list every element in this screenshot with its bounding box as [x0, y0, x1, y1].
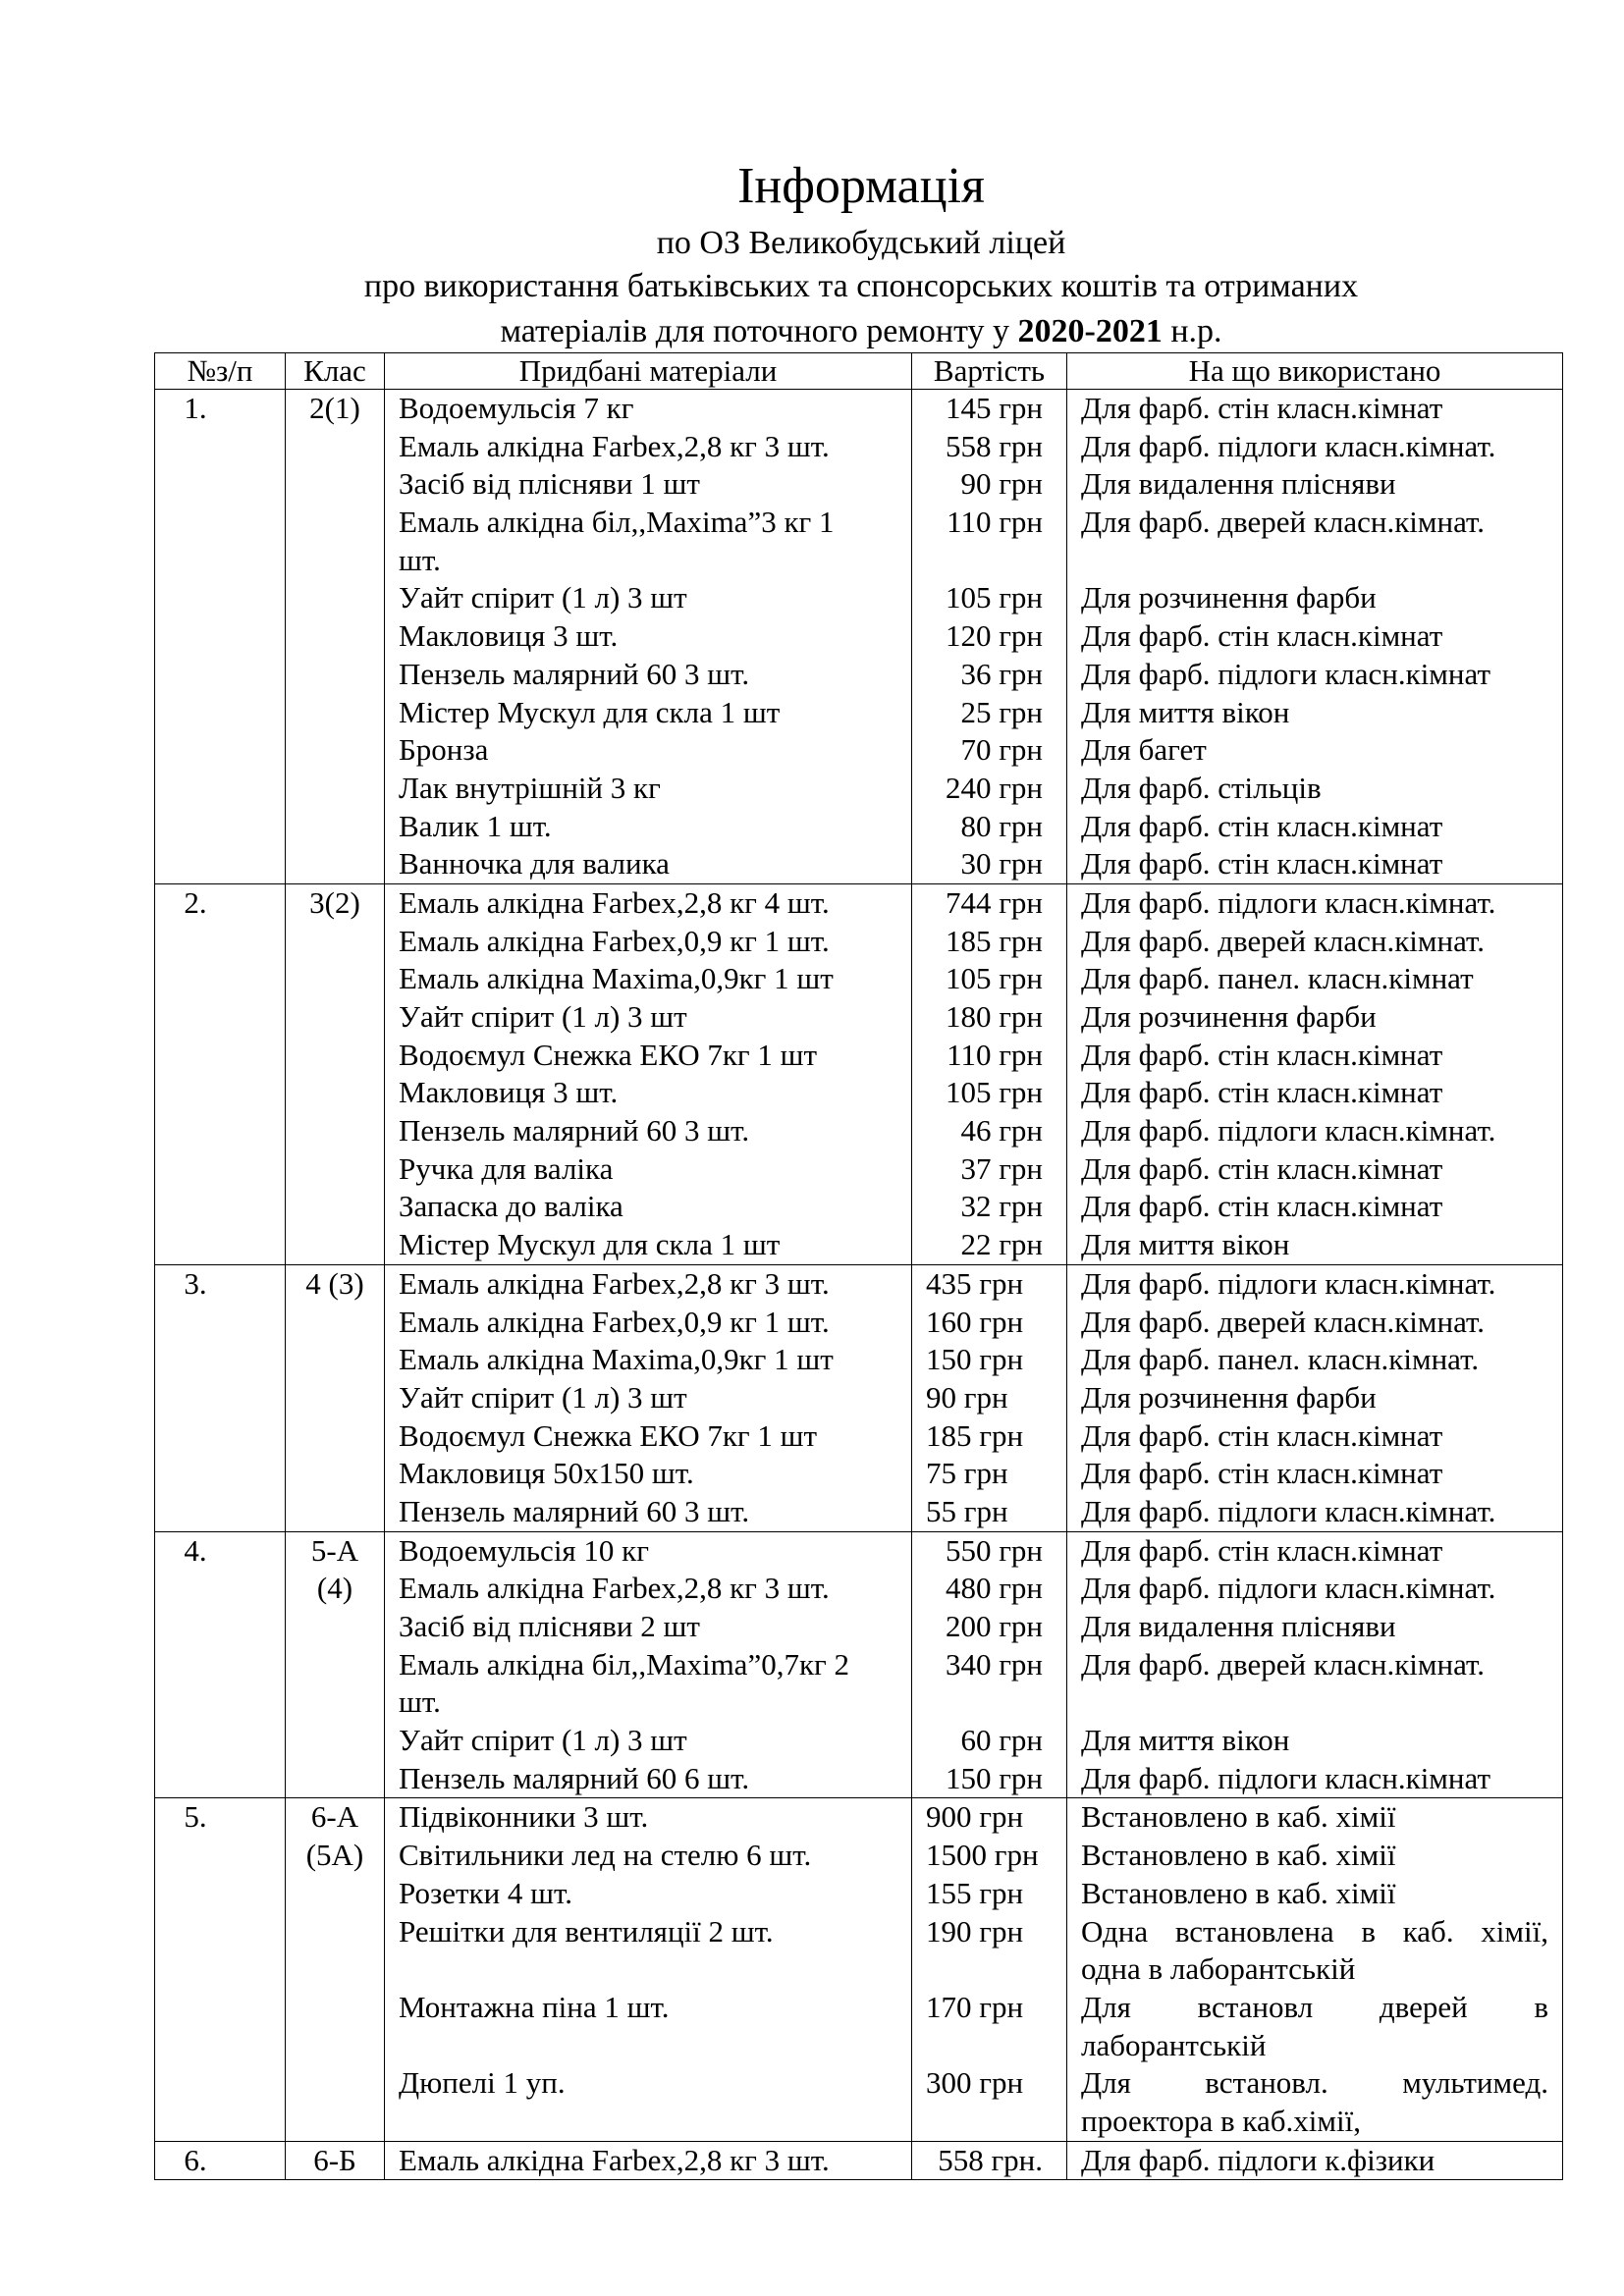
row-number: 6.	[184, 2142, 207, 2177]
row-number-cell	[155, 883, 286, 1264]
material-item: Емаль алкідна Farbex,2,8 кг 4 шт.	[399, 884, 830, 920]
subtitle-line-3-text: матеріалів для поточного ремонту у	[500, 313, 1018, 349]
cost-value: 200 грн	[945, 1609, 1043, 1643]
material-item: Уайт спірит (1 л) 3 шт	[399, 1379, 687, 1415]
usage-text: Для фарб. підлоги класн.кімнат	[1081, 656, 1491, 691]
cost-value	[912, 2027, 1066, 2065]
usage-text: Для розчинення фарби	[1081, 999, 1377, 1034]
cost-cell	[912, 883, 1067, 1264]
usage-text: Для фарб. панел. класн.кімнат.	[1081, 1342, 1480, 1377]
usage-text: Для миття вікон	[1081, 1723, 1290, 1758]
class-cell	[286, 1531, 385, 1798]
class-cell	[286, 1798, 385, 2141]
usage-text: Для фарб. підлоги класн.кімнат.	[1081, 1113, 1496, 1148]
cost-value: 22 грн	[960, 1227, 1043, 1262]
materials-cell	[385, 390, 912, 884]
class-label: 6-Б	[313, 2142, 356, 2177]
cost-value: 160 грн	[926, 1304, 1024, 1339]
materials-cell	[385, 883, 912, 1264]
cost-value: 110 грн	[947, 505, 1043, 540]
usage-text: Для фарб. підлоги класн.кімнат.	[1081, 428, 1496, 463]
material-item: шт.	[399, 542, 441, 577]
material-item: Світильники лед на стелю 6 шт.	[399, 1838, 812, 1873]
class-cell	[286, 390, 385, 884]
class-cell	[286, 883, 385, 1264]
col-header-num: №з/п	[155, 353, 286, 390]
material-item: Водоемульсія 7 кг	[399, 391, 634, 425]
material-item: Емаль алкідна Farbex,2,8 кг 3 шт.	[399, 2142, 830, 2177]
cost-value: 145 грн	[945, 391, 1043, 425]
usage-text: Для фарб. стін класн.кімнат	[1081, 1150, 1443, 1186]
usage-cell	[1067, 2141, 1563, 2180]
material-item	[385, 2027, 911, 2065]
material-item: Решітки для вентиляції 2 шт.	[399, 1913, 774, 1949]
usage-text	[1067, 542, 1562, 580]
material-item: Пензель малярний 60 3 шт.	[399, 656, 750, 691]
col-header-materials: Придбані матеріали	[385, 353, 912, 390]
cost-value: 37 грн	[960, 1150, 1043, 1186]
material-item	[385, 2103, 911, 2141]
cost-value: 550 грн	[945, 1532, 1043, 1568]
material-item: Розетки 4 шт.	[399, 1875, 573, 1910]
usage-text: лаборантській	[1081, 2027, 1267, 2062]
cost-value: 558 грн.	[938, 2142, 1043, 2177]
table-row	[155, 1798, 1563, 2141]
subtitle-line-3-suffix: н.р.	[1162, 313, 1222, 349]
usage-cell	[1067, 390, 1563, 884]
materials-cell	[385, 1798, 912, 2141]
usage-text: Для фарб. стін класн.кімнат	[1081, 1456, 1443, 1491]
cost-value	[912, 542, 1066, 580]
materials-cell	[385, 1264, 912, 1531]
cost-value	[912, 1683, 1066, 1722]
usage-text: Для фарб. стін класн.кімнат	[1081, 1075, 1443, 1110]
material-item: Містер Мускул для скла 1 шт	[399, 694, 781, 729]
material-item: Макловиця 3 шт.	[399, 618, 619, 654]
usage-text: одна в лаборантській	[1081, 1951, 1356, 1987]
usage-text: Для фарб. підлоги класн.кімнат.	[1081, 1493, 1496, 1528]
cost-value: 105 грн	[945, 580, 1043, 615]
usage-cell	[1067, 1531, 1563, 1798]
material-item: Уайт спірит (1 л) 3 шт	[399, 580, 687, 615]
cost-value: 435 грн	[926, 1265, 1024, 1301]
table-row	[155, 2141, 1563, 2180]
usage-text	[1067, 1683, 1562, 1722]
cost-value: 150 грн	[926, 1342, 1024, 1377]
class-cell	[286, 2141, 385, 2180]
subtitle-line-3	[0, 312, 1624, 351]
row-number: 4.	[184, 1532, 207, 1568]
row-number-cell	[155, 1798, 286, 2141]
expenses-table	[154, 352, 1563, 2180]
usage-text: Для багет	[1081, 732, 1207, 768]
usage-text: Для миття вікон	[1081, 1227, 1290, 1262]
row-number-cell	[155, 390, 286, 884]
cost-value: 300 грн	[926, 2065, 1024, 2101]
class-label: 5-А	[310, 1532, 359, 1568]
material-item: Містер Мускул для скла 1 шт	[399, 1227, 781, 1262]
row-number-cell	[155, 1531, 286, 1798]
cost-value: 60 грн	[960, 1723, 1043, 1758]
col-header-class: Клас	[286, 353, 385, 390]
usage-text: Для фарб. підлоги к.фізики	[1081, 2142, 1435, 2177]
usage-text: Встановлено в каб. хімії	[1081, 1799, 1396, 1835]
materials-cell	[385, 2141, 912, 2180]
cost-value: 180 грн	[945, 999, 1043, 1034]
cost-value: 170 грн	[926, 1989, 1024, 2024]
cost-value: 105 грн	[945, 1075, 1043, 1110]
cost-value: 120 грн	[945, 618, 1043, 654]
usage-text: Встановлено в каб. хімії	[1081, 1875, 1396, 1910]
material-item	[385, 1950, 911, 1989]
usage-text: Для видалення плісняви	[1081, 466, 1396, 502]
cost-value: 32 грн	[960, 1189, 1043, 1224]
usage-text: Для фарб. підлоги класн.кімнат.	[1081, 884, 1496, 920]
col-header-usage: На що використано	[1067, 353, 1563, 390]
material-item: Емаль алкідна Farbex,0,9 кг 1 шт.	[399, 923, 830, 958]
row-number: 2.	[184, 884, 207, 920]
usage-text: Для фарб. дверей класн.кімнат.	[1081, 1304, 1486, 1339]
cost-cell	[912, 1798, 1067, 2141]
cost-value: 75 грн	[926, 1456, 1008, 1491]
material-item: Емаль алкідна Farbex,0,9 кг 1 шт.	[399, 1304, 830, 1339]
material-item: Бронза	[399, 732, 489, 768]
material-item: Емаль алкідна Farbex,2,8 кг 3 шт.	[399, 1265, 830, 1301]
cost-value: 105 грн	[945, 961, 1043, 996]
usage-text: Для видалення плісняви	[1081, 1609, 1396, 1643]
cost-value	[912, 2103, 1066, 2141]
materials-cell	[385, 1531, 912, 1798]
material-item: Емаль алкідна Farbex,2,8 кг 3 шт.	[399, 1571, 830, 1606]
material-item: Підвіконники 3 шт.	[399, 1799, 649, 1835]
class-cell	[286, 1264, 385, 1531]
material-item: Запаска до валіка	[399, 1189, 623, 1224]
table-row	[155, 390, 1563, 884]
material-item: Макловиця 50х150 шт.	[399, 1456, 694, 1491]
usage-text: Встановлено в каб. хімії	[1081, 1838, 1396, 1873]
class-label: (4)	[316, 1571, 353, 1606]
usage-text: Для фарб. підлоги класн.кімнат	[1081, 1760, 1491, 1795]
cost-value: 36 грн	[960, 656, 1043, 691]
usage-text: Для фарб. стільців	[1081, 770, 1322, 805]
usage-text: Для розчинення фарби	[1081, 1379, 1377, 1415]
school-year: 2020-2021	[1017, 313, 1163, 349]
material-item: Водоємул Снежка ЕКО 7кг 1 шт	[399, 1037, 818, 1072]
table-header-row	[155, 353, 1563, 390]
material-item: Монтажна піна 1 шт.	[399, 1989, 670, 2024]
material-item: Водоємул Снежка ЕКО 7кг 1 шт	[399, 1417, 818, 1453]
material-item: Пензель малярний 60 6 шт.	[399, 1760, 750, 1795]
cost-value: 90 грн	[960, 466, 1043, 502]
usage-text: Для встановл. мультимед.	[1081, 2065, 1548, 2101]
row-number: 1.	[184, 391, 207, 425]
material-item: Засіб від плісняви 2 шт	[399, 1609, 700, 1643]
cost-value: 110 грн	[947, 1037, 1043, 1072]
cost-value: 900 грн	[926, 1799, 1024, 1835]
class-label: (5А)	[305, 1838, 364, 1873]
cost-cell	[912, 2141, 1067, 2180]
cost-value: 744 грн	[945, 884, 1043, 920]
subtitle-line-1: по ОЗ Великобудський ліцей	[656, 225, 1066, 261]
cost-value: 558 грн	[945, 428, 1043, 463]
col-header-cost: Вартість	[912, 353, 1067, 390]
cost-cell	[912, 1531, 1067, 1798]
cost-value: 80 грн	[960, 808, 1043, 843]
material-item: Ванночка для валика	[399, 846, 670, 881]
cost-value: 185 грн	[945, 923, 1043, 958]
usage-text: Для фарб. стін класн.кімнат	[1081, 1189, 1443, 1224]
material-item: Емаль алкідна Farbex,2,8 кг 3 шт.	[399, 428, 830, 463]
class-label: 2(1)	[309, 391, 360, 425]
cost-value: 90 грн	[926, 1379, 1008, 1415]
material-item: Пензель малярний 60 3 шт.	[399, 1493, 750, 1528]
cost-value: 240 грн	[945, 770, 1043, 805]
material-item: Валик 1 шт.	[399, 808, 552, 843]
material-item: Емаль алкідна Maxima,0,9кг 1 шт	[399, 1342, 834, 1377]
cost-value: 190 грн	[926, 1913, 1024, 1949]
usage-text: Для фарб. дверей класн.кімнат.	[1081, 505, 1486, 540]
material-item: Водоемульсія 10 кг	[399, 1532, 649, 1568]
usage-cell	[1067, 1264, 1563, 1531]
material-item: Пензель малярний 60 3 шт.	[399, 1113, 750, 1148]
material-item: Емаль алкідна Maxima,0,9кг 1 шт	[399, 961, 834, 996]
usage-text: Для встановл дверей в	[1081, 1989, 1548, 2024]
material-item: Емаль алкідна біл,,Maxima”3 кг 1	[399, 505, 835, 540]
cost-value: 25 грн	[960, 694, 1043, 729]
class-label: 4 (3)	[305, 1265, 364, 1301]
usage-cell	[1067, 883, 1563, 1264]
table-row	[155, 883, 1563, 1264]
usage-text: Для миття вікон	[1081, 694, 1290, 729]
row-number-cell	[155, 1264, 286, 1531]
material-item: Уайт спірит (1 л) 3 шт	[399, 1723, 687, 1758]
usage-text: Для фарб. стін класн.кімнат	[1081, 808, 1443, 843]
usage-cell	[1067, 1798, 1563, 2141]
material-item: Макловиця 3 шт.	[399, 1075, 619, 1110]
cost-cell	[912, 390, 1067, 884]
usage-text: Для фарб. дверей класн.кімнат.	[1081, 1646, 1486, 1682]
cost-value: 1500 грн	[926, 1838, 1039, 1873]
row-number: 5.	[184, 1799, 207, 1835]
cost-value: 340 грн	[945, 1646, 1043, 1682]
subtitle-line-2: про використання батьківських та спонсорських коштів та отриманих	[363, 268, 1359, 304]
cost-value: 30 грн	[960, 846, 1043, 881]
usage-text: Для фарб. стін класн.кімнат	[1081, 1532, 1443, 1568]
cost-cell	[912, 1264, 1067, 1531]
class-label: 6-А	[310, 1799, 359, 1835]
usage-text: Для фарб. підлоги класн.кімнат.	[1081, 1265, 1496, 1301]
material-item: Засіб від плісняви 1 шт	[399, 466, 700, 502]
material-item: Дюпелі 1 уп.	[399, 2065, 566, 2101]
table-row	[155, 1264, 1563, 1531]
usage-text: Для фарб. стін класн.кімнат	[1081, 1417, 1443, 1453]
doc-title: Інформація	[737, 158, 985, 214]
material-item: Ручка для валіка	[399, 1150, 614, 1186]
cost-value: 46 грн	[960, 1113, 1043, 1148]
usage-text: Для фарб. підлоги класн.кімнат.	[1081, 1571, 1496, 1606]
cost-value: 185 грн	[926, 1417, 1024, 1453]
material-item: Уайт спірит (1 л) 3 шт	[399, 999, 687, 1034]
material-item: Емаль алкідна біл,,Maxima”0,7кг 2	[399, 1646, 849, 1682]
usage-text: проектора в каб.хімії,	[1081, 2103, 1361, 2138]
usage-text: Для фарб. стін класн.кімнат	[1081, 1037, 1443, 1072]
usage-text: Для фарб. стін класн.кімнат	[1081, 618, 1443, 654]
cost-value	[912, 1950, 1066, 1989]
row-number: 3.	[184, 1265, 207, 1301]
cost-value: 480 грн	[945, 1571, 1043, 1606]
material-item: шт.	[399, 1684, 441, 1720]
class-label: 3(2)	[309, 884, 360, 920]
cost-value: 150 грн	[945, 1760, 1043, 1795]
usage-text: Для розчинення фарби	[1081, 580, 1377, 615]
usage-text: Для фарб. панел. класн.кімнат	[1081, 961, 1474, 996]
usage-text: Для фарб. дверей класн.кімнат.	[1081, 923, 1486, 958]
material-item: Лак внутрішній 3 кг	[399, 770, 661, 805]
cost-value: 55 грн	[926, 1493, 1008, 1528]
table-row	[155, 1531, 1563, 1798]
row-number-cell	[155, 2141, 286, 2180]
usage-text: Одна встановлена в каб. хімії,	[1081, 1913, 1548, 1949]
usage-text: Для фарб. стін класн.кімнат	[1081, 391, 1443, 425]
cost-value: 155 грн	[926, 1875, 1024, 1910]
usage-text: Для фарб. стін класн.кімнат	[1081, 846, 1443, 881]
cost-value: 70 грн	[960, 732, 1043, 768]
